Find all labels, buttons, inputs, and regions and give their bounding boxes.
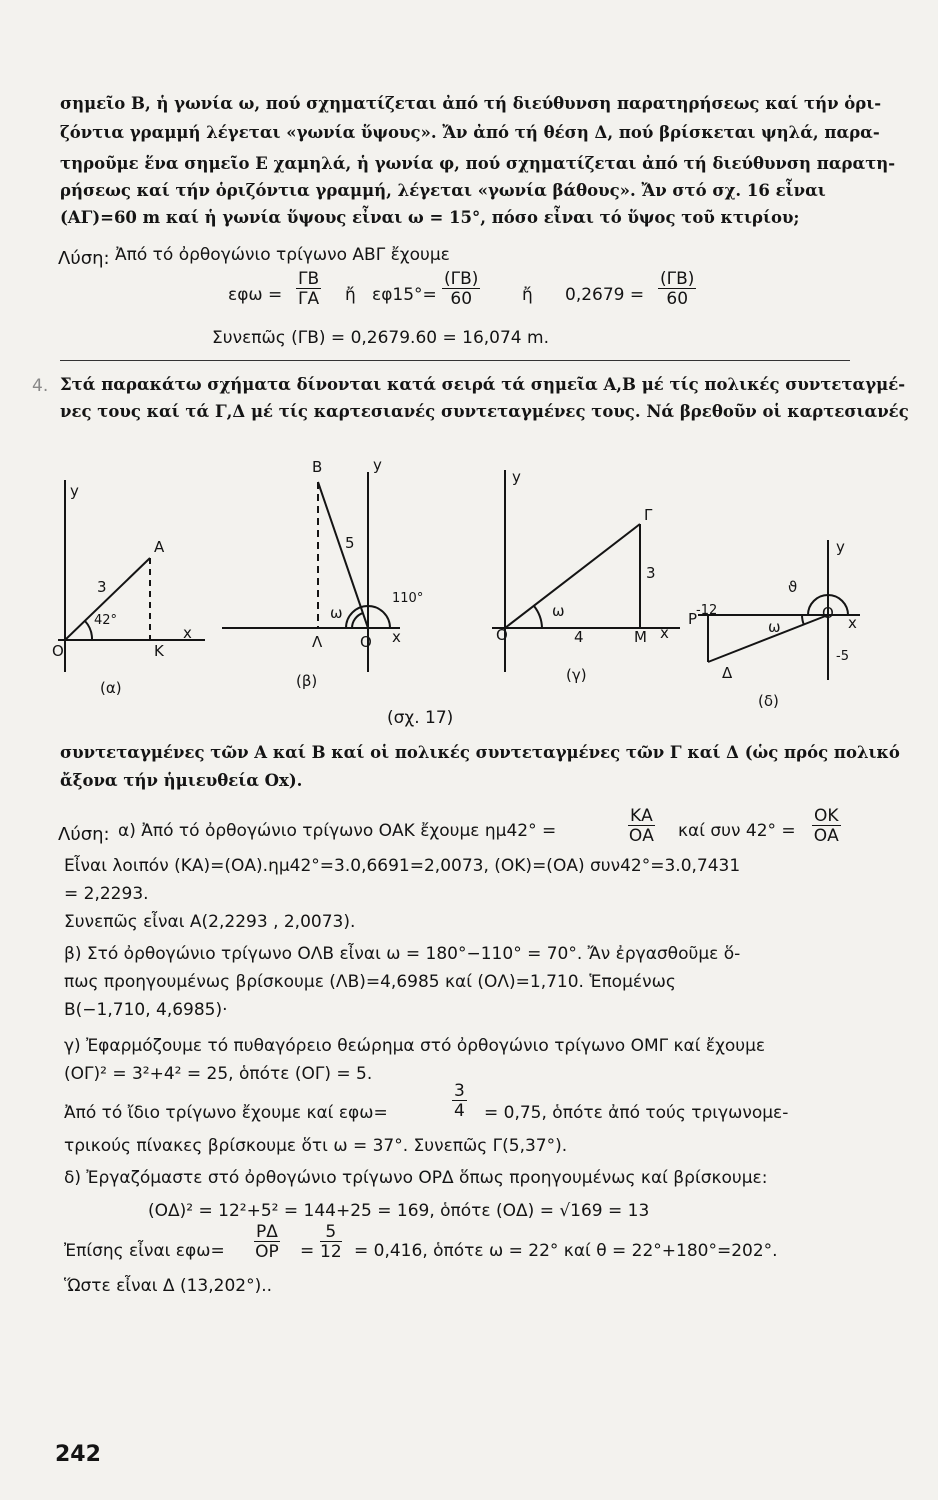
fraction-numerator: 5 bbox=[320, 1224, 342, 1242]
label-omega: ω bbox=[768, 618, 781, 636]
solution-c-result: τρικούς πίνακες βρίσκουμε ὅτι ω = 37°. Συνεπῶς Γ(5,37°). bbox=[64, 1136, 568, 1156]
problem-line-2: νες τους καί τά Γ,Δ μέ τίς καρτεσιανές συντεταγμένες τους. Νά βρεθοῦν οἱ καρτεσιανές bbox=[60, 402, 909, 421]
label-dy: -5 bbox=[836, 649, 849, 664]
intro-line-5: (ΑΓ)=60 m καί ἡ γωνία ὕψους εἶναι ω = 15°, πόσο εἶναι τό ὕψος τοῦ κτιρίου; bbox=[60, 208, 800, 227]
fraction-numerator: 3 bbox=[454, 1081, 465, 1101]
fraction-ka-oa bbox=[628, 808, 655, 845]
label-point-m: M bbox=[634, 628, 647, 646]
fraction-gb-ga bbox=[296, 271, 321, 308]
fraction-denominator: ΟΑ bbox=[813, 826, 839, 846]
label-radius: 5 bbox=[345, 534, 355, 552]
fraction-denominator: 4 bbox=[454, 1101, 465, 1121]
diagram-b-labels bbox=[296, 456, 423, 690]
fraction-numerator: ΟΚ bbox=[814, 806, 839, 826]
label-diagram-a: (α) bbox=[100, 679, 122, 697]
solution-1-intro: Ἀπό τό ὀρθογώνιο τρίγωνο ΑΒΓ ἔχουμε bbox=[115, 245, 450, 265]
label-theta: ϑ bbox=[788, 578, 798, 596]
label-x: x bbox=[183, 624, 192, 642]
diagram-d-labels bbox=[688, 538, 857, 710]
fraction-numerator: (ΓΒ) bbox=[444, 269, 479, 289]
omega-arc bbox=[352, 613, 363, 628]
label-point-p: P bbox=[688, 610, 698, 628]
fraction-denominator: 12 bbox=[320, 1242, 342, 1262]
fraction-numerator: ΓΒ bbox=[298, 269, 320, 289]
solution-label-2: Λύση: bbox=[58, 824, 110, 845]
solution-d-tan: Ἐπίσης εἶναι εφω= bbox=[64, 1241, 225, 1261]
fraction-numerator: ΡΔ bbox=[256, 1222, 278, 1242]
problem-number: 4. bbox=[32, 376, 49, 396]
label-x: x bbox=[848, 614, 857, 632]
label-point-l: Λ bbox=[312, 633, 323, 651]
solution-c-tan: Ἀπό τό ἴδιο τρίγωνο ἔχουμε καί εφω= bbox=[64, 1103, 388, 1123]
omega-arc bbox=[802, 615, 804, 625]
fraction-ok-oa bbox=[812, 808, 841, 845]
label-point-b: B bbox=[312, 458, 323, 476]
label-origin: O bbox=[822, 604, 834, 622]
fraction-denominator: 60 bbox=[450, 289, 473, 309]
intro-line-4: ρήσεως καί τήν ὁριζόντια γραμμή, λέγεται «γωνία βάθους». Ἄν στό σχ. 16 εἶναι bbox=[60, 181, 826, 200]
equation-tan-w: εφω = bbox=[228, 285, 283, 305]
radius-ob bbox=[318, 482, 368, 628]
solution-c-line-2: (ΟΓ)² = 3²+4² = 25, ὁπότε (ΟΓ) = 5. bbox=[64, 1064, 373, 1084]
solution-a-line-3: = 2,2293. bbox=[64, 884, 149, 904]
solution-label: Λύση: bbox=[58, 248, 110, 269]
solution-a-line-2: Εἶναι λοιπόν (ΚΑ)=(ΟΑ).ημ42°=3.0,6691=2,0073, (ΟΚ)=(ΟΑ) συν42°=3.0,7431 bbox=[64, 856, 741, 876]
fraction-5-12 bbox=[320, 1224, 342, 1261]
fraction-numerator: (ΓΒ) bbox=[660, 269, 695, 289]
solution-1-conclusion: Συνεπῶς (ΓΒ) = 0,2679.60 = 16,074 m. bbox=[212, 328, 549, 348]
label-omega: ω bbox=[552, 602, 565, 620]
label-origin: O bbox=[496, 626, 508, 644]
fraction-denominator: ΟΑ bbox=[628, 826, 654, 846]
figure-17 bbox=[0, 440, 938, 740]
solution-b-line-2: πως προηγουμένως βρίσκουμε (ΛΒ)=4,6985 καί (ΟΛ)=1,710. Ἑπομένως bbox=[64, 972, 676, 992]
section-divider bbox=[60, 360, 850, 361]
page-number: 242 bbox=[55, 1442, 101, 1467]
fraction-denominator: ΓΑ bbox=[298, 289, 320, 309]
solution-b-result: Β(−1,710, 4,6985)· bbox=[64, 1000, 228, 1020]
problem-line-4: ἄξονα τήν ἡμιευθεία Οx). bbox=[60, 771, 303, 790]
label-y: y bbox=[836, 538, 845, 556]
solution-a-cos: καί συν 42° = bbox=[678, 821, 796, 841]
equation-value: 0,2679 = bbox=[565, 285, 645, 305]
label-height: 3 bbox=[646, 564, 656, 582]
fraction-numerator: ΚΑ bbox=[630, 806, 653, 826]
problem-line-3: συντεταγμένες τῶν Α καί Β καί οἱ πολικές συντεταγμένες τῶν Γ καί Δ (ὡς πρός πολικό bbox=[60, 743, 900, 762]
fraction-rd-or bbox=[254, 1224, 280, 1261]
problem-line-1: Στά παρακάτω σχήματα δίνονται κατά σειρά τά σημεῖα Α,Β μέ τίς πολικές συντεταγμέ- bbox=[60, 375, 906, 394]
label-px: -12 bbox=[696, 603, 718, 618]
figure-caption: (σχ. 17) bbox=[387, 708, 454, 728]
segment-og bbox=[505, 524, 640, 628]
label-diagram-c: (γ) bbox=[566, 666, 587, 684]
fraction-gb-60 bbox=[442, 271, 480, 308]
fraction-3-4 bbox=[452, 1083, 467, 1120]
or-word: ἤ bbox=[345, 285, 356, 305]
diagram-a bbox=[58, 480, 205, 672]
diagram-c-labels bbox=[496, 468, 669, 684]
fraction-gb-60-b bbox=[658, 271, 696, 308]
label-diagram-d: (δ) bbox=[758, 692, 779, 710]
solution-d-tan-value: = 0,416, ὁπότε ω = 22° καί θ = 22°+180°=202°. bbox=[354, 1241, 778, 1261]
fraction-denominator: ΟΡ bbox=[255, 1242, 279, 1262]
intro-line-2: ζόντια γραμμή λέγεται «γωνία ὕψους». Ἄν ἀπό τή θέση Δ, πού βρίσκεται ψηλά, παρα- bbox=[60, 123, 880, 142]
fraction-denominator: 60 bbox=[666, 289, 689, 309]
or-word: ἤ bbox=[522, 285, 533, 305]
label-point-a: A bbox=[154, 538, 165, 556]
solution-c-tan-value: = 0,75, ὁπότε ἀπό τούς τριγωνομε- bbox=[484, 1103, 789, 1123]
label-y: y bbox=[373, 456, 382, 474]
label-omega: ω bbox=[330, 604, 343, 622]
omega-arc bbox=[534, 606, 542, 628]
label-point-g: Γ bbox=[644, 506, 653, 524]
label-x: x bbox=[392, 628, 401, 646]
solution-d-line-1: δ) Ἐργαζόμαστε στό ὀρθογώνιο τρίγωνο ΟΡΔ ὅπως προηγουμένως καί βρίσκουμε: bbox=[64, 1168, 768, 1188]
label-base: 4 bbox=[574, 628, 584, 646]
label-x: x bbox=[660, 624, 669, 642]
intro-line-3: τηροῦμε ἕνα σημεῖο Ε χαμηλά, ἡ γωνία φ, πού σχηματίζεται ἀπό τή διεύθυνση παρατη- bbox=[60, 154, 896, 173]
diagram-a-labels bbox=[52, 482, 192, 697]
intro-line-1: σημεῖο Β, ἡ γωνία ω, πού σχηματίζεται ἀπό τή διεύθυνση παρατηρήσεως καί τήν ὁρι- bbox=[60, 94, 882, 113]
label-origin: O bbox=[52, 642, 64, 660]
label-angle: 42° bbox=[94, 613, 118, 628]
diagram-b bbox=[222, 472, 400, 672]
equation-tan-15: εφ15°= bbox=[372, 285, 437, 305]
label-diagram-b: (β) bbox=[296, 672, 318, 690]
label-angle: 110° bbox=[392, 591, 424, 606]
solution-c-line-1: γ) Ἐφαρμόζουμε τό πυθαγόρειο θεώρημα στό ὀρθογώνιο τρίγωνο ΟΜΓ καί ἔχουμε bbox=[64, 1036, 766, 1056]
label-radius: 3 bbox=[97, 578, 107, 596]
solution-a-intro: α) Ἀπό τό ὀρθογώνιο τρίγωνο ΟΑΚ ἔχουμε ημ42° = bbox=[118, 821, 557, 841]
solution-d-line-2: (ΟΔ)² = 12²+5² = 144+25 = 169, ὁπότε (ΟΔ) = √169 = 13 bbox=[148, 1201, 650, 1221]
solution-d-result: Ὥστε εἶναι Δ (13,202°).. bbox=[64, 1276, 273, 1296]
label-origin: O bbox=[360, 633, 372, 651]
label-point-k: K bbox=[154, 642, 164, 660]
solution-a-result: Συνεπῶς εἶναι Α(2,2293 , 2,0073). bbox=[64, 912, 356, 932]
equals-sign: = bbox=[300, 1241, 315, 1261]
label-y: y bbox=[512, 468, 521, 486]
label-point-d: Δ bbox=[722, 664, 733, 682]
solution-b-line-1: β) Στό ὀρθογώνιο τρίγωνο ΟΛΒ εἶναι ω = 180°−110° = 70°. Ἄν ἐργασθοῦμε ὅ- bbox=[64, 944, 741, 964]
label-y: y bbox=[70, 482, 79, 500]
angle-arc bbox=[85, 621, 92, 640]
